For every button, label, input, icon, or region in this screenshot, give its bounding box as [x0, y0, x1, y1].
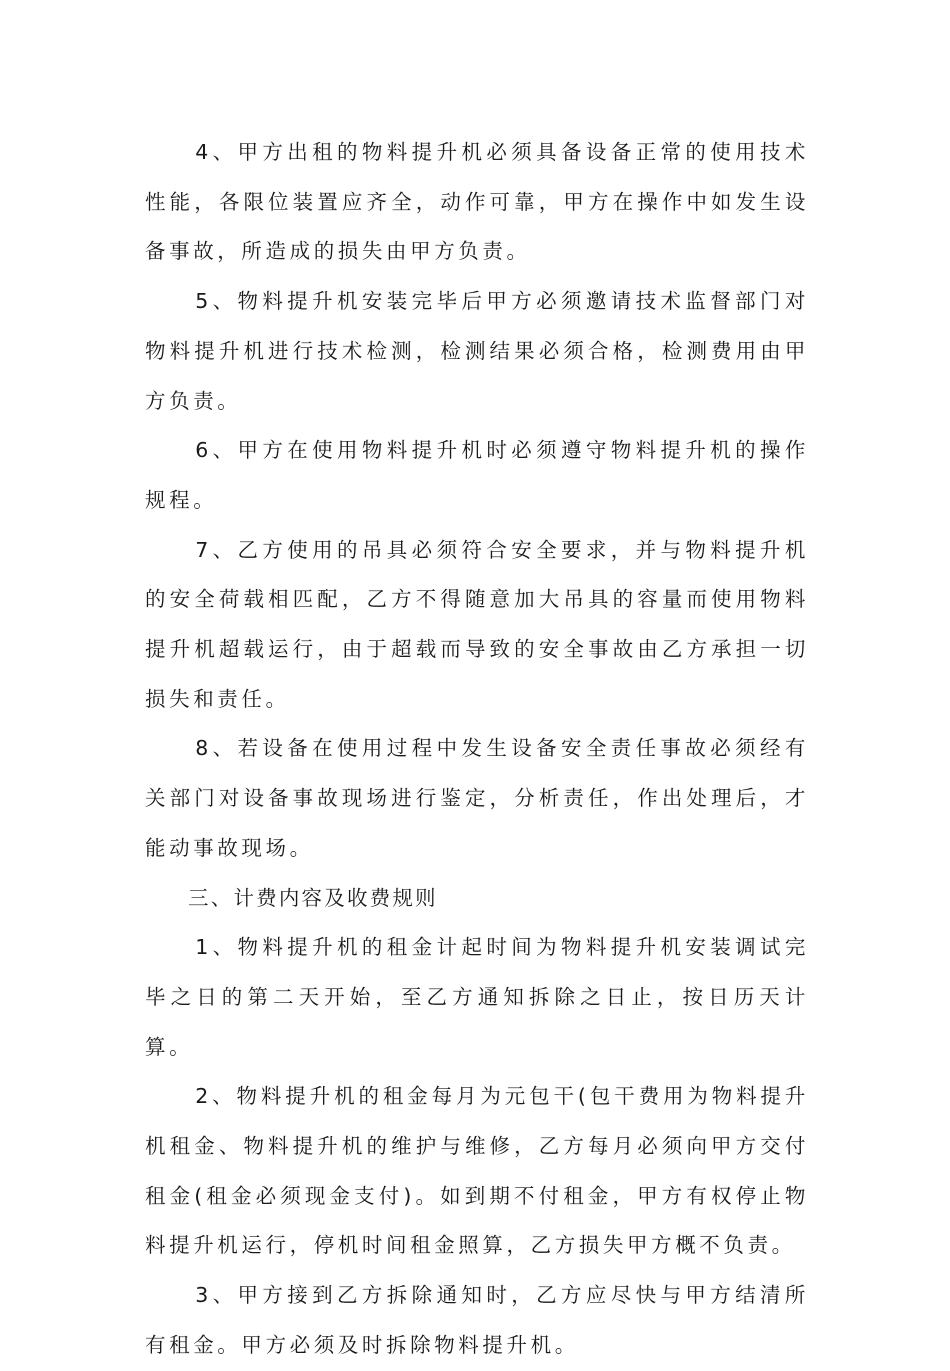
- document-body: [145, 128, 809, 1371]
- section-heading-fees: 三、计费内容及收费规则: [188, 885, 438, 910]
- fee-clause-1: 1、物料提升机的租金计起时间为物料提升机安装调试完毕之日的第二天开始，至乙方通知拆除之日止，按日历天计算。: [145, 935, 809, 1059]
- clause-4: 4、甲方出租的物料提升机必须具备设备正常的使用技术性能，各限位装置应齐全，动作可靠，甲方在操作中如发生设备事故，所造成的损失由甲方负责。: [145, 140, 809, 264]
- clause-5: 5、物料提升机安装完毕后甲方必须邀请技术监督部门对物料提升机进行技术检测，检测结果必须合格，检测费用由甲方负责。: [145, 289, 809, 413]
- clause-6: 6、甲方在使用物料提升机时必须遵守物料提升机的操作规程。: [145, 438, 809, 512]
- clause-8: 8、若设备在使用过程中发生设备安全责任事故必须经有关部门对设备事故现场进行鉴定，分析责任，作出处理后，才能动事故现场。: [145, 736, 809, 860]
- fee-clause-2: 2、物料提升机的租金每月为元包干(包干费用为物料提升机租金、物料提升机的维护与维修，乙方每月必须向甲方交付租金(租金必须现金支付)。如到期不付租金，甲方有权停止物料提升机运行，停机时间租金照算，乙方损失甲方概不负责。: [145, 1084, 809, 1258]
- fee-clause-3: 3、甲方接到乙方拆除通知时，乙方应尽快与甲方结清所有租金。甲方必须及时拆除物料提升机。: [145, 1283, 809, 1357]
- clause-7: 7、乙方使用的吊具必须符合安全要求，并与物料提升机的安全荷载相匹配，乙方不得随意加大吊具的容量而使用物料提升机超载运行，由于超载而导致的安全事故由乙方承担一切损失和责任。: [145, 537, 809, 711]
